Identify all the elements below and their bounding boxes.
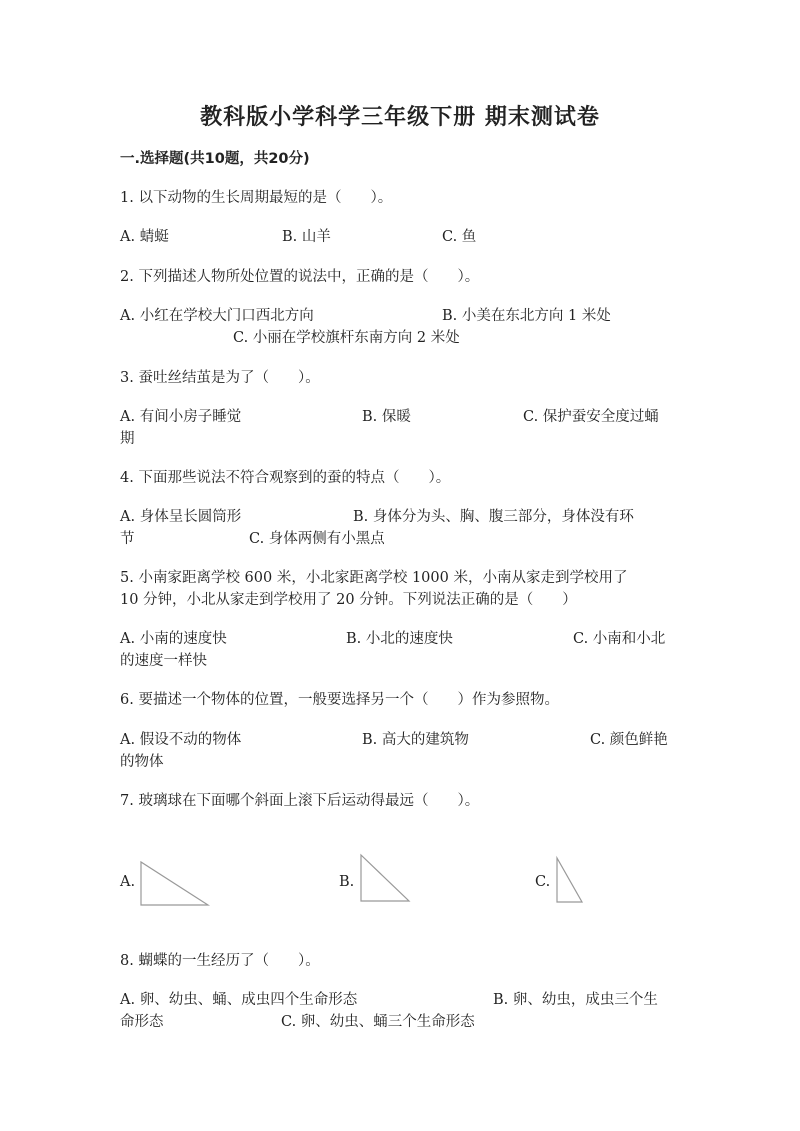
question-7-option-c: C. (535, 874, 551, 890)
question-6-option-a: A. 假设不动的物体 (120, 732, 242, 748)
page-title: 教科版小学科学三年级下册 期末测试卷 (200, 105, 600, 130)
question-2-option-b: B. 小美在东北方向 1 米处 (442, 308, 611, 324)
question-2-stem: 2. 下列描述人物所处位置的说法中，正确的是（ ）。 (120, 269, 480, 285)
question-6-option-c: C. 颜色鲜艳 (590, 732, 668, 748)
question-4-option-a: A. 身体呈长圆筒形 (120, 509, 242, 525)
question-4-stem: 4. 下面那些说法不符合观察到的蚕的特点（ ）。 (120, 470, 451, 486)
question-8-option-c: C. 卵、幼虫、蛹三个生命形态 (281, 1014, 475, 1030)
question-5-stem-line-1: 5. 小南家距离学校 600 米，小北家距离学校 1000 米，小南从家走到学校用了 (120, 570, 628, 586)
question-3-stem: 3. 蚕吐丝结茧是为了（ ）。 (120, 370, 320, 386)
question-1-option-c: C. 鱼 (442, 229, 477, 245)
ramp-c-triangle (554, 855, 585, 905)
question-8-stem: 8. 蝴蝶的一生经历了（ ）。 (120, 953, 320, 969)
question-6-option-c-cont: 的物体 (120, 754, 164, 770)
question-1-stem: 1. 以下动物的生长周期最短的是（ ）。 (120, 190, 393, 206)
question-2-option-c: C. 小丽在学校旗杆东南方向 2 米处 (233, 330, 460, 346)
question-7-option-a: A. (120, 874, 136, 890)
question-5-stem-line-2: 10 分钟，小北从家走到学校用了 20 分钟。下列说法正确的是（ ） (120, 592, 577, 608)
ramp-a-triangle (138, 858, 212, 908)
section-heading: 一.选择题(共10题，共20分) (120, 151, 310, 167)
question-7-stem: 7. 玻璃球在下面哪个斜面上滚下后运动得最远（ ）。 (120, 793, 480, 809)
question-3-option-a: A. 有间小房子睡觉 (120, 409, 242, 425)
question-4-option-b-cont: 节 (120, 531, 135, 547)
question-4-option-b: B. 身体分为头、胸、腹三部分，身体没有环 (353, 509, 634, 525)
question-3-option-c-cont: 期 (120, 431, 135, 447)
question-5-option-a: A. 小南的速度快 (120, 631, 227, 647)
question-5-option-c-cont: 的速度一样快 (120, 653, 207, 669)
question-2-option-a: A. 小红在学校大门口西北方向 (120, 308, 314, 324)
question-6-stem: 6. 要描述一个物体的位置，一般要选择另一个（ ）作为参照物。 (120, 692, 559, 708)
question-4-option-c: C. 身体两侧有小黑点 (249, 531, 385, 547)
question-1-option-a: A. 蜻蜓 (120, 229, 169, 245)
question-5-option-c: C. 小南和小北 (573, 631, 666, 647)
question-8-option-a: A. 卵、幼虫、蛹、成虫四个生命形态 (120, 992, 358, 1008)
question-1-option-b: B. 山羊 (282, 229, 331, 245)
ramp-b-triangle (358, 852, 412, 904)
question-3-option-c: C. 保护蚕安全度过蛹 (523, 409, 659, 425)
question-8-option-b: B. 卵、幼虫，成虫三个生 (493, 992, 658, 1008)
question-6-option-b: B. 高大的建筑物 (362, 732, 469, 748)
question-3-option-b: B. 保暖 (362, 409, 411, 425)
question-5-option-b: B. 小北的速度快 (346, 631, 453, 647)
question-7-option-b: B. (339, 874, 355, 890)
question-8-option-b-cont: 命形态 (120, 1014, 164, 1030)
